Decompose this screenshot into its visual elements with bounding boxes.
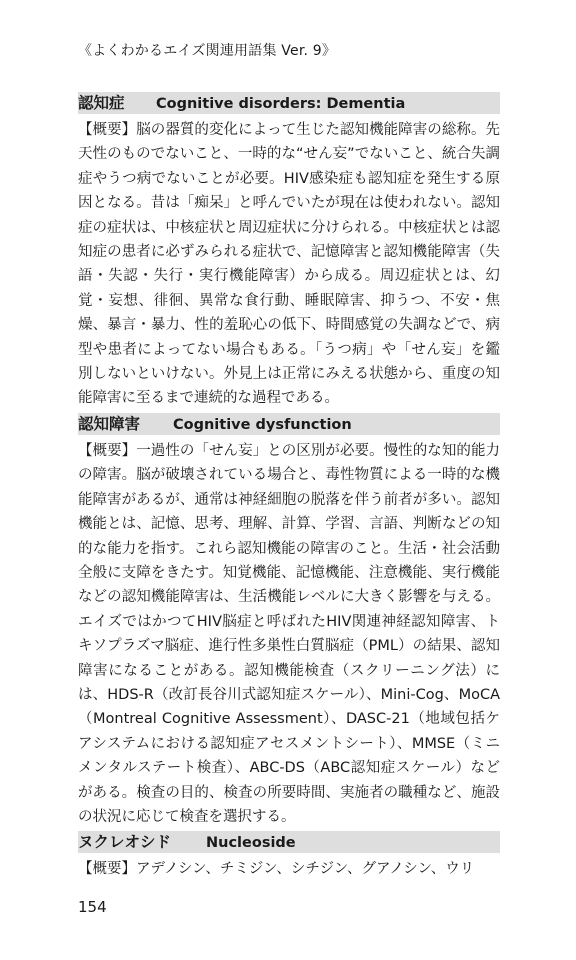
term-heading xyxy=(78,92,500,114)
term-description: 【概要】アデノシン、チミジン、シチジン、グアノシン、ウリ xyxy=(78,861,475,878)
glossary-content xyxy=(78,92,500,884)
term-description: 【概要】一過性の「せん妄」との区別が必要。慢性的な知的能力の障害。脳が破壊されている場合と、毒性物質による一時的な機能障害があるが、通常は神経細胞の脱落を伴う前者が多い。認知機能とは、記憶、思考、理解、計算、学習、言語、判断などの知的な能力を指す。これら認知機能の障害のこと。生活・社会活動全般に支障をきたす。知覚機能、記憶機能、注意機能、実行機能などの認知機能障害は、生活機能レベルに大きく影響を与える。エイズではかつてHIV脳症と呼ばれたHIV関連神経認知障害、トキソプラズマ脳症、進行性多巣性白質脳症（PML）の結果、認知障害になることがある。認知機能検査（スクリーニング法）には、HDS-R（改訂長谷川式認知症スケール）、Mini-Cog、MoCA（Montreal Cognitive Assessment）、DASC-21（地域包括ケアシステムにおける認知症アセスメントシート）、MMSE（ミニメンタルステート検査）、ABC-DS（ABC認知症スケール）などがある。検査の目的、検査の所要時間、実施者の職種など、施設の状況に応じて検査を選択する。 xyxy=(78,442,500,825)
page-number: 154 xyxy=(78,898,107,916)
term-english: Cognitive dysfunction xyxy=(173,416,352,433)
term-heading xyxy=(78,831,500,853)
term-english: Cognitive disorders: Dementia xyxy=(156,96,406,112)
glossary-entry-cognitive-dysfunction xyxy=(78,413,500,830)
term-description: 【概要】脳の器質的変化によって生じた認知機能障害の総称。先天性のものでないこと、一時的な“せん妄”でないこと、統合失調症やうつ病でないことが必要。HIV感染症も認知症を発生する原因となる。昔は「痴呆」と呼んでいたが現在は使われない。認知症の症状は、中核症状と周辺症状に分けられる。中核症状とは認知症の患者に必ずみられる症状で、記憶障害と認知機能障害（失語・失認・失行・実行機能障害）から成る。周辺症状とは、幻覚・妄想、徘徊、異常な食行動、睡眠障害、抑うつ、不安・焦燥、暴言・暴力、性的羞恥心の低下、時間感覚の失調などで、病型や患者によってない場合もある。「うつ病」や「せん妄」を鑑別しないといけない。外見上は正常にみえる状態から、重度の知能障害に至るまで連続的な過程である。 xyxy=(78,122,500,407)
glossary-entry-dementia xyxy=(78,92,500,411)
glossary-entry-nucleoside xyxy=(78,831,500,881)
term-japanese: 認知障害 xyxy=(78,414,141,433)
running-head: 《よくわかるエイズ関連用語集 Ver. 9》 xyxy=(78,43,337,59)
term-japanese: 認知症 xyxy=(78,94,125,112)
term-japanese: ヌクレオシド xyxy=(78,833,172,852)
term-english: Nucleoside xyxy=(206,835,296,852)
term-heading xyxy=(78,413,500,435)
